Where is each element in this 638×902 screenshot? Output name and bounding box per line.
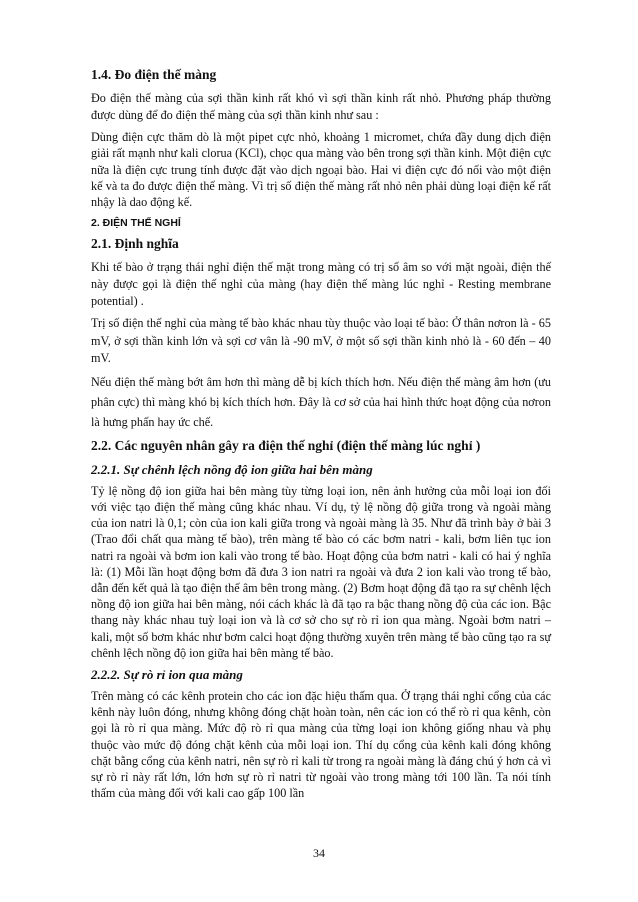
section-title-2-2-2: 2.2.2. Sự rò rỉ ion qua màng — [91, 667, 243, 682]
section-title-2-1: 2.1. Định nghĩa — [91, 236, 179, 252]
paragraph-1-4-intro: Đo điện thế màng của sợi thần kinh rất khó vì sợi thần kinh rất nhỏ. Phương pháp thường được dùng để đo điện thế màng của sợi thần kinh như sau : — [91, 91, 551, 123]
paragraph-2-1-excitability: Nếu điện thế màng bớt âm hơn thì màng dễ bị kích thích hơn. Nếu điện thế màng âm hơn (ưu phân cực) thì màng khó bị kích thích hơn. Đây là cơ sở của hai hình thức hoạt động của nơron là hưng phấn hay ức chế. — [91, 374, 551, 429]
paragraph-2-2-2-leak: Trên màng có các kênh protein cho các ion đặc hiệu thấm qua. Ở trạng thái nghỉ cổng của các kênh này luôn đóng, nhưng không đóng chặt hoàn toàn, nên các ion có thể rò rỉ qua kênh, còn gọi là rò rỉ qua màng. Mức độ rò rỉ qua màng của từng loại ion không giống nhau và phụ thuộc vào mức độ đóng chặt kênh của mỗi loại ion. Thí dụ cổng của kênh kali đóng không chặt bằng cổng của kênh natri, nên sự rò rỉ kali từ trong ra ngoài màng là đáng chú ý hơn cả vì sự rò rỉ này rất lớn, lớn hơn sự rò rỉ natri từ ngoài vào trong màng tới 100 lần. Ta nói tính thấm của màng đối với kali cao gấp 100 lần — [91, 689, 551, 801]
paragraph-2-2-1-concentration: Tỷ lệ nồng độ ion giữa hai bên màng tùy từng loại ion, nên ảnh hưởng của mỗi loại ion đối với việc tạo điện thế màng cũng khác nhau. Ví dụ, tỷ lệ nồng độ giữa trong và ngoài màng của ion natri là 0,1; còn của ion kali giữa trong và ngoài màng là 35. Như đã trình bày ở bài 3 (Trao đổi chất qua màng tế bào), trên màng tế bào có các bơm natri - kali, bơm liên tục ion natri ra ngoài và bơm ion kali vào trong tế bào. Hoạt động của bơm natri - kali có hai ý nghĩa là: (1) Mỗi lần hoạt động bơm đã đưa 3 ion natri ra ngoài và đưa 2 ion kali vào trong tế bào, dẫn đến kết quả là tạo điện thế âm bên trong màng. (2) Bơm hoạt động đã tạo ra sự chênh lệch nồng độ ion giữa hai bên màng, nói cách khác là đã tạo ra bậc thang nồng độ của các ion. Bậc thang này khác nhau tuỳ loại ion và là cơ sở cho sự rò rỉ ion qua màng. Ngoài bơm natri – kali, một số bơm khác như bơm calci hoạt động thường xuyên trên màng tế bào cũng tạo ra sự chênh lệch nồng độ ion giữa hai bên màng tế bào. — [91, 483, 551, 660]
paragraph-2-1-values: Trị số điện thế nghỉ của màng tế bào khác nhau tùy thuộc vào loại tế bào: Ở thân nơron là - 65 mV, ở sợi thần kinh lớn và sợi cơ vân là -90 mV, ở một số sợi thần kinh nhỏ là - 60 đến – 40 mV. — [91, 316, 551, 365]
section-title-2-2: 2.2. Các nguyên nhân gây ra điện thế nghỉ (điện thế màng lúc nghỉ ) — [91, 437, 481, 453]
paragraph-1-4-method: Dùng điện cực thăm dò là một pipet cực nhỏ, khoảng 1 micromet, chứa đầy dung dịch điện giải rất mạnh như kali clorua (KCl), chọc qua màng vào bên trong sợi thần kinh. Một điện cực nữa là điện cực trung tính được đặt vào dịch ngoại bào. Hai vi điện cực đó nối vào một điện kế và ta đo được điện thế màng. Vì trị số điện thế màng rất nhỏ nên phải dùng loại điện kế rất nhậy là dao động kế. — [91, 130, 551, 209]
section-title-2-2-1: 2.2.1. Sự chênh lệch nồng độ ion giữa hai bên màng — [91, 461, 373, 477]
paragraph-2-1-definition: Khi tế bào ở trạng thái nghỉ điện thế mặt trong màng có trị số âm so với mặt ngoài, điện thế này được gọi là điện thế nghỉ của màng (hay điện thế màng lúc nghỉ - Resting membrane potential) . — [91, 260, 551, 309]
section-title-1-4: 1.4. Đo điện thế màng — [91, 67, 217, 82]
page-number: 34 — [313, 846, 325, 860]
section-title-2: 2. ĐIỆN THẾ NGHỈ — [91, 217, 181, 230]
page-content — [91, 66, 551, 806]
